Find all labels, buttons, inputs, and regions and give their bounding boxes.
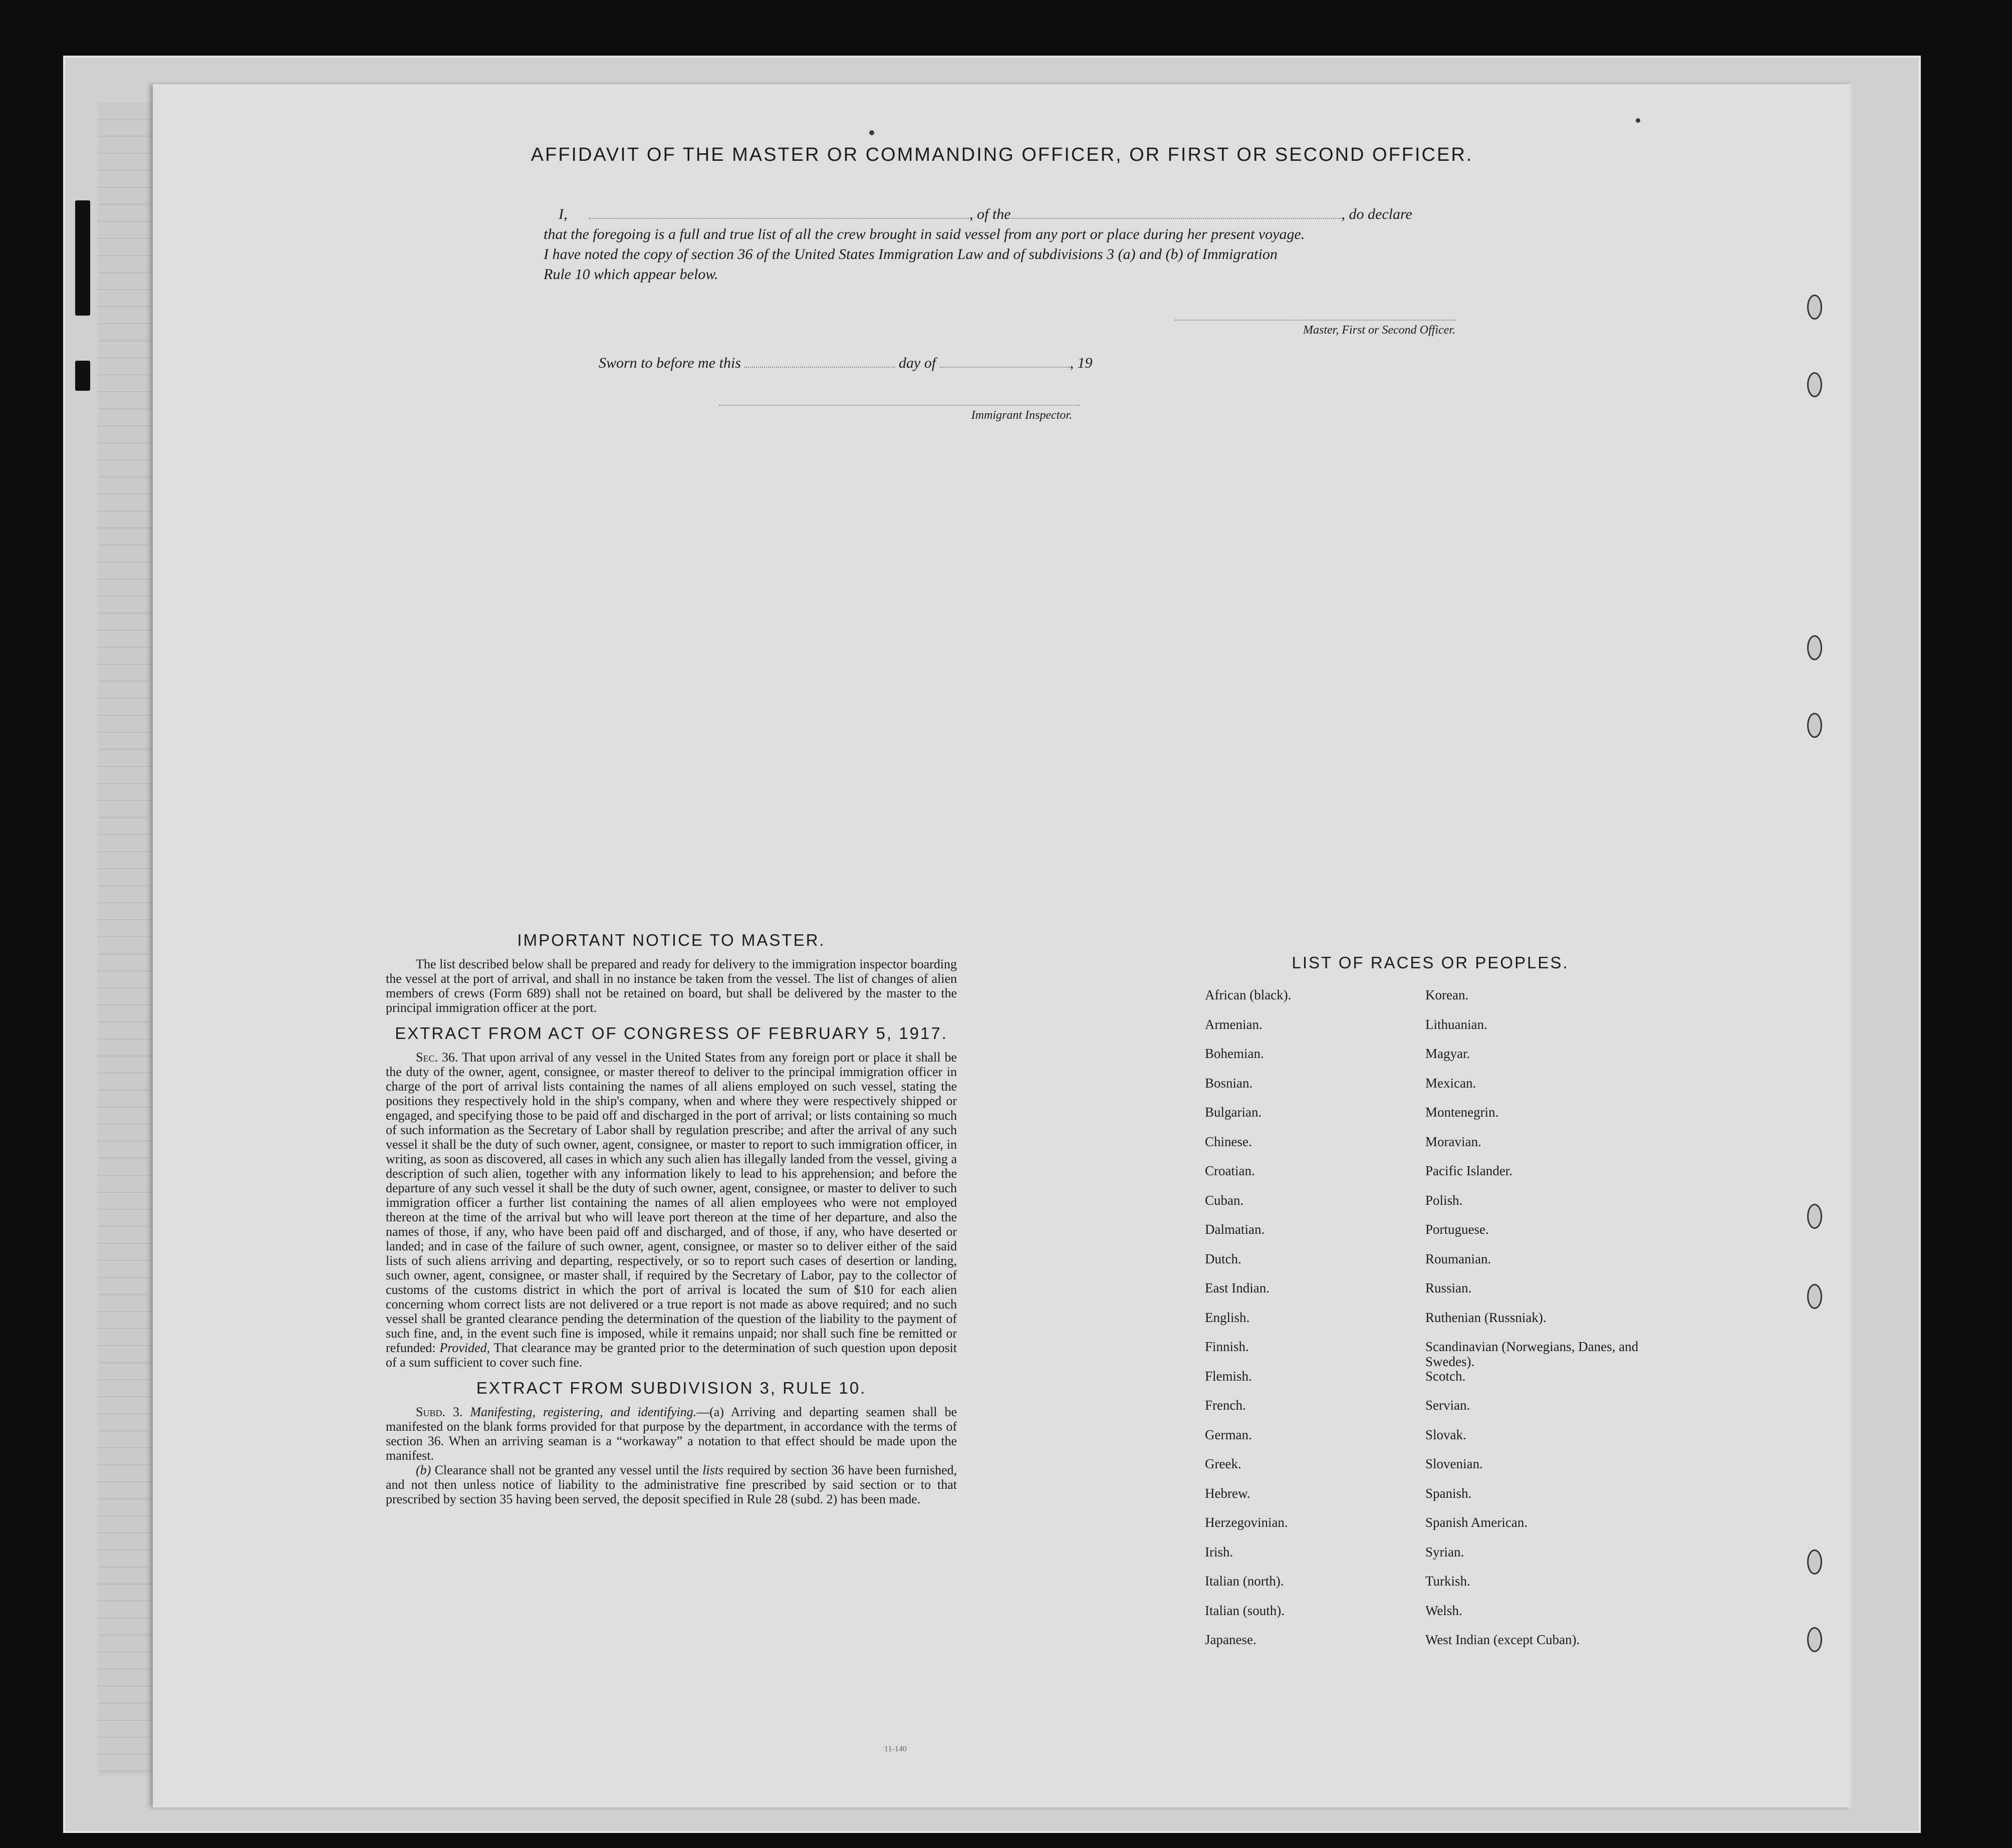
punch-hole: [1807, 295, 1822, 320]
race-item: Spanish American.: [1425, 1515, 1528, 1530]
race-item: Italian (north).: [1205, 1573, 1284, 1589]
declaration-line-2: I have noted the copy of section 36 of the United States Immigration Law and of subdivisions 3 (a) and (b) of Immigration: [544, 246, 1278, 262]
race-item: Welsh.: [1425, 1603, 1462, 1618]
race-item: Magyar.: [1425, 1046, 1470, 1061]
para-b-italic: lists: [702, 1463, 724, 1477]
name-blank[interactable]: [589, 218, 969, 219]
race-item: Korean.: [1425, 987, 1469, 1002]
race-item: Armenian.: [1205, 1016, 1263, 1032]
race-item: Montenegrin.: [1425, 1105, 1499, 1120]
sworn-day-blank[interactable]: [744, 367, 895, 368]
race-item: Croatian.: [1205, 1163, 1255, 1178]
para-b-start: Clearance shall not be granted any vessel until the: [434, 1463, 699, 1477]
inspector-caption: Immigrant Inspector.: [971, 409, 1072, 422]
para-b-label: (b): [416, 1463, 431, 1477]
race-item: Bohemian.: [1205, 1046, 1264, 1061]
declaration-fill-line: [544, 204, 1656, 224]
inspector-signature-block: [719, 405, 1080, 422]
races-columns: [1205, 987, 1656, 1662]
race-item: Russian.: [1425, 1280, 1472, 1295]
race-item: Flemish.: [1205, 1368, 1252, 1384]
race-item: Italian (south).: [1205, 1603, 1285, 1618]
races-title: LIST OF RACES OR PEOPLES.: [1292, 953, 1569, 972]
race-item: French.: [1205, 1398, 1246, 1413]
subd-heading: Manifesting, registering, and identifying.: [470, 1405, 697, 1419]
notice-column: [386, 931, 957, 1506]
race-item: Chinese.: [1205, 1134, 1252, 1149]
punch-hole: [1807, 635, 1822, 660]
notice-title: IMPORTANT NOTICE TO MASTER.: [517, 931, 826, 949]
affidavit-title: AFFIDAVIT OF THE MASTER OR COMMANDING OFFICER, OR FIRST OR SECOND OFFICER.: [531, 144, 1473, 165]
do-declare-label: , do declare: [1341, 206, 1412, 222]
punch-hole: [1807, 1549, 1822, 1574]
subd-label: Subd. 3.: [416, 1405, 463, 1419]
sworn-line: [599, 355, 1093, 372]
race-item: Mexican.: [1425, 1075, 1476, 1091]
race-item: Syrian.: [1425, 1544, 1464, 1559]
race-item: German.: [1205, 1427, 1252, 1442]
ink-speck: [1636, 118, 1640, 123]
rule-extract-para-a: [386, 1405, 957, 1463]
day-of-label: day of: [898, 355, 936, 371]
provided-label: Provided,: [439, 1341, 490, 1355]
notice-body: The list described below shall be prepared and ready for delivery to the immigration inspector boarding the vessel at the port of arrival, and shall in no instance be taken from the vessel. The list of changes of alien members of crews (Form 689) shall not be retained on board, but shall be delivered by the master to the principal immigration officer at the port.: [386, 957, 957, 1015]
race-item: African (black).: [1205, 987, 1292, 1002]
vessel-blank[interactable]: [1011, 218, 1342, 219]
rule-extract-title: EXTRACT FROM SUBDIVISION 3, RULE 10.: [476, 1379, 867, 1397]
subd-para-a: —(a) Arriving and departing seamen shall be manifested on the blank forms provided for that purpose by the department, in accordance with the terms of section 36. When an arriving seaman is a “workaway” a notation to that effect should be made upon the manifest.: [386, 1405, 957, 1463]
race-item: Pacific Islander.: [1425, 1163, 1513, 1178]
race-item: Cuban.: [1205, 1192, 1244, 1208]
race-item: Scandinavian (Norwegians, Danes, and Swedes).: [1425, 1339, 1639, 1369]
form-number: 11-140: [884, 1745, 907, 1753]
race-item: Turkish.: [1425, 1573, 1470, 1589]
declaration-line-1: that the foregoing is a full and true list of all the crew brought in said vessel from any port or place during her present voyage.: [544, 226, 1305, 242]
manifest-page: [153, 84, 1851, 1807]
race-item: Roumanian.: [1425, 1251, 1491, 1266]
sworn-month-blank[interactable]: [940, 367, 1070, 368]
race-item: Bosnian.: [1205, 1075, 1253, 1091]
race-item: Japanese.: [1205, 1632, 1256, 1647]
race-item: Moravian.: [1425, 1134, 1481, 1149]
section-36-text-end: That clearance may be granted prior to the determination of such question upon deposit of a sum sufficient to cover such fine.: [386, 1341, 957, 1370]
sworn-prefix: Sworn to before me this: [599, 355, 741, 371]
punch-hole: [1807, 1204, 1822, 1229]
i-label: I,: [559, 206, 568, 222]
year-label: , 19: [1070, 355, 1093, 371]
race-item: Lithuanian.: [1425, 1016, 1487, 1032]
races-left-column: [1205, 987, 1425, 1662]
race-item: Ruthenian (Russniak).: [1425, 1309, 1547, 1325]
race-item: Dalmatian.: [1205, 1222, 1265, 1237]
master-signature-block: [1175, 320, 1455, 337]
section-36-text: That upon arrival of any vessel in the United States from any foreign port or place it shall be the duty of the owner, agent, consignee, or master thereof to deliver to the principal immigration officer in charge of the port of arrival lists containing the names of all aliens employed on such vessel, stating the positions they respectively hold in the ship's company, when and where they were respectively shipped or engaged, and specifying those to be paid off and discharged in the port of arrival; or lists containing so much of such information as the Secretary of Labor shall by regulation prescribe; and after the arrival of any such vessel it shall be the duty of such owner, agent, consignee, or master to report to such immigration officer, in writing, as soon as discovered, all cases in which any such alien has illegally landed from the vessel, giving a description of such alien, together with any information likely to lead to his apprehension; and before the departure of any such vessel it shall be the duty of such owner, agent, consignee, or master to deliver to such immigration officer a further list containing the names of all alien employees who were not employed thereon at the time of the arrival but who will leave port thereon at the time of her departure, and also the names of those, if any, who have been paid off and discharged, and of those, if any, who have deserted or landed; and in case of the failure of such owner, agent, consignee, or master so to deliver either of the said lists of such aliens arriving and departing, respectively, or so to report such cases of desertion or landing, such owner, agent, consignee, or master shall, if required by the Secretary of Labor, pay to the collector of customs of the customs district in which the port of arrival is located the sum of $10 for each alien concerning whom correct lists are not delivered or a true report is not made as above required; and no such vessel shall be granted clearance pending the determination of the question of the liability to the payment of such fine, and, in the event such fine is imposed, while it remains unpaid; nor shall such fine be remitted or refunded:: [386, 1050, 957, 1355]
race-item: Spanish.: [1425, 1485, 1472, 1501]
races-right-column: [1425, 987, 1646, 1662]
race-item: Slovak.: [1425, 1427, 1466, 1442]
race-item: Servian.: [1425, 1398, 1470, 1413]
race-item: Polish.: [1425, 1192, 1463, 1208]
act-extract-title: EXTRACT FROM ACT OF CONGRESS OF FEBRUARY 5, 1917.: [395, 1024, 948, 1042]
master-signature-caption: Master, First or Second Officer.: [1303, 324, 1455, 337]
race-item: Herzegovinian.: [1205, 1515, 1288, 1530]
race-item: Finnish.: [1205, 1339, 1249, 1354]
punch-hole: [1807, 1627, 1822, 1652]
section-label: Sec. 36.: [416, 1050, 458, 1065]
binder-tab: [75, 361, 90, 391]
race-item: West Indian (except Cuban).: [1425, 1632, 1580, 1647]
para-b-end: required by section 36 have been furnished, and not then unless notice of liability to the administrative fine prescribed by said section or to that prescribed by section 35 having been served, the deposit specified in Rule 28 (subd. 2) has been made.: [386, 1463, 957, 1506]
of-the-label: , of the: [969, 206, 1011, 222]
race-item: Portuguese.: [1425, 1222, 1489, 1237]
race-item: Slovenian.: [1425, 1456, 1483, 1471]
race-item: Bulgarian.: [1205, 1105, 1262, 1120]
punch-hole: [1807, 713, 1822, 738]
race-item: Greek.: [1205, 1456, 1241, 1471]
declaration: [544, 204, 1656, 285]
race-item: Hebrew.: [1205, 1485, 1250, 1501]
race-item: English.: [1205, 1309, 1250, 1325]
punch-hole: [1807, 1284, 1822, 1309]
race-item: Irish.: [1205, 1544, 1233, 1559]
inspector-signature-line[interactable]: [719, 405, 1080, 406]
punch-hole: [1807, 372, 1822, 397]
master-signature-line[interactable]: [1175, 320, 1455, 321]
race-item: Scotch.: [1425, 1368, 1466, 1384]
race-item: East Indian.: [1205, 1280, 1270, 1295]
race-item: Dutch.: [1205, 1251, 1241, 1266]
races-list: [1205, 953, 1656, 1662]
rule-extract-para-b: [386, 1463, 957, 1506]
declaration-line-3: Rule 10 which appear below.: [544, 266, 718, 283]
binder-tab: [75, 200, 90, 316]
ink-speck: [869, 130, 874, 135]
act-extract-body: [386, 1050, 957, 1370]
